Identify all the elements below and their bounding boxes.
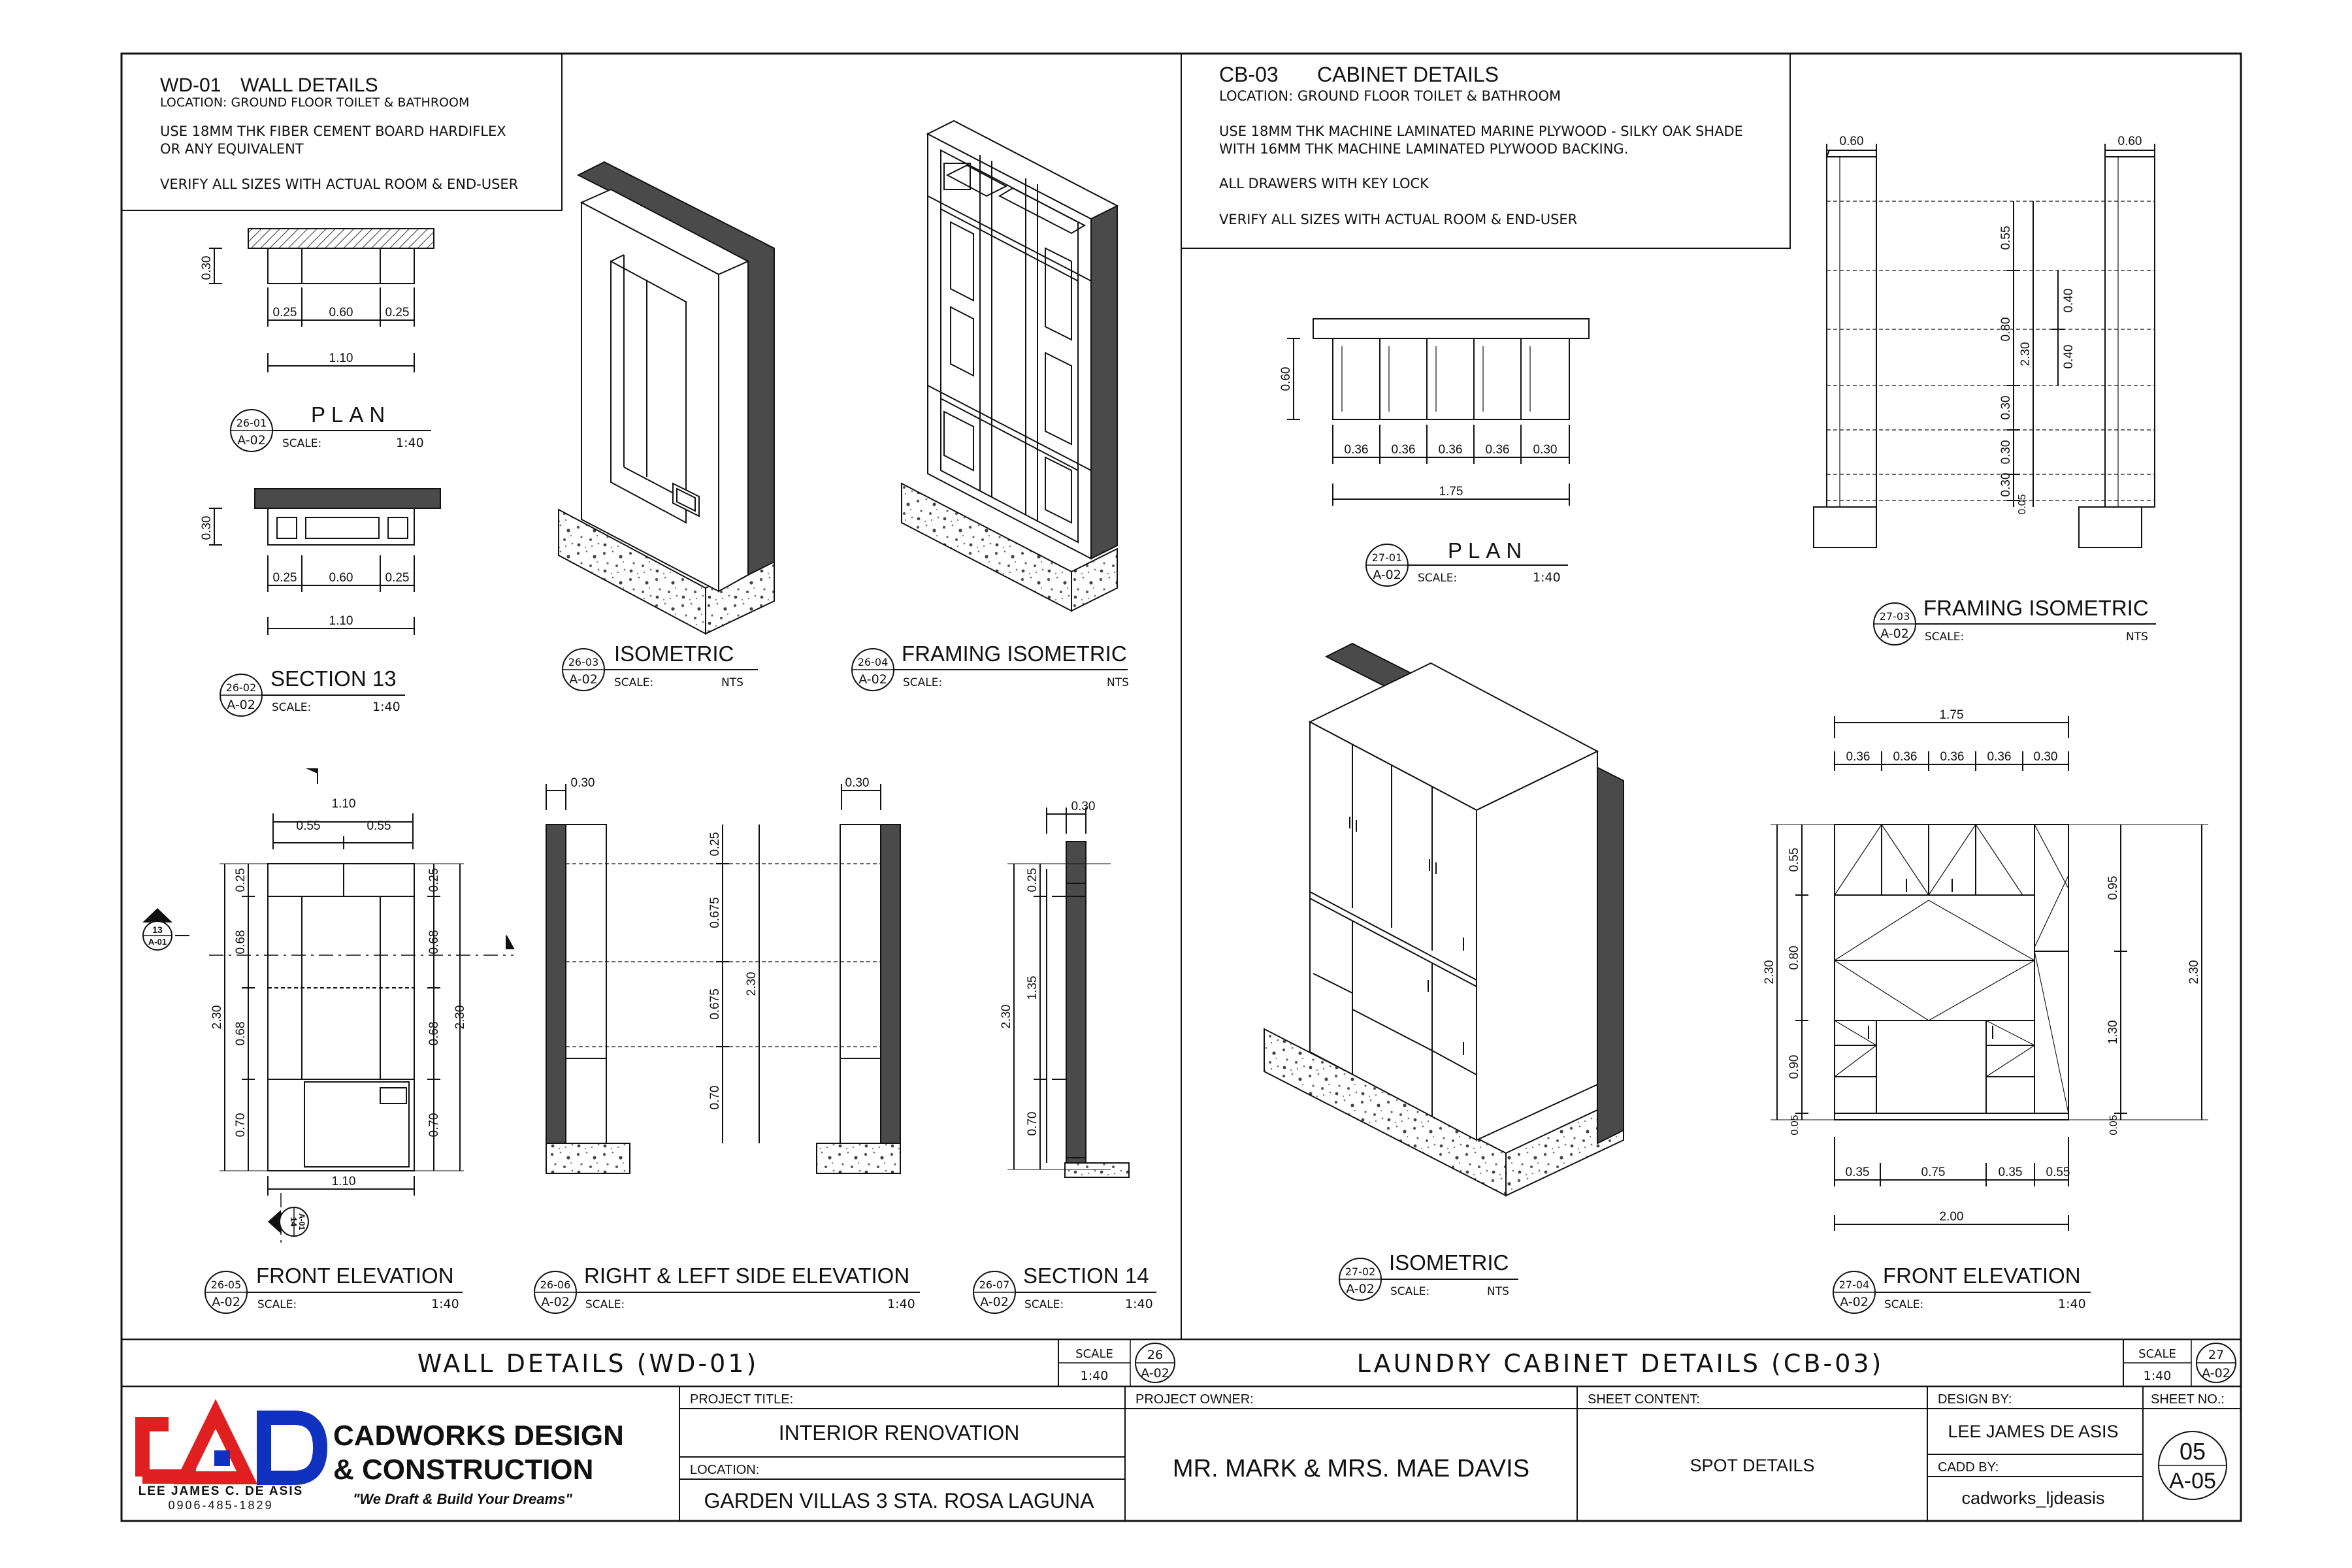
- location-value: GARDEN VILLAS 3 STA. ROSA LAGUNA: [704, 1489, 1094, 1512]
- label-wd-framing-scale: NTS: [1107, 676, 1129, 689]
- wall-notes-note3: VERIFY ALL SIZES WITH ACTUAL ROOM & END-USER: [160, 176, 519, 192]
- logo-name: LEE JAMES C. DE ASIS: [138, 1484, 304, 1498]
- cb-plan-dim-036b: 0.36: [1391, 443, 1416, 457]
- cb-front-dim-090: 0.90: [1788, 1054, 1801, 1079]
- section-marker-14-num: 14: [289, 1217, 299, 1227]
- cabinet-notes-note3: ALL DRAWERS WITH KEY LOCK: [1219, 176, 1429, 191]
- cb-frame-dim-040a: 0.40: [2062, 288, 2076, 313]
- label-wd-front-scale: 1:40: [431, 1297, 459, 1311]
- title-bar-left-sheet: A-02: [1141, 1366, 1169, 1380]
- cb-plan-dim-036a: 0.36: [1344, 443, 1369, 457]
- wd-front-dim-025-r: 0.25: [427, 868, 441, 892]
- wd-front-dim-068a-l: 0.68: [234, 930, 248, 955]
- wd-front-dim-068a-r: 0.68: [427, 930, 441, 955]
- location-label: LOCATION:: [690, 1463, 760, 1477]
- label-cb-iso-scale-label: SCALE:: [1390, 1285, 1430, 1298]
- wd-side-dim-025: 0.25: [708, 832, 722, 857]
- wd-plan-dim-110: 1.10: [329, 351, 353, 365]
- label-cb-iso-title: ISOMETRIC: [1389, 1250, 1509, 1275]
- wd-side-dim-0675a: 0.675: [708, 897, 722, 928]
- wall-notes-note1: USE 18MM THK FIBER CEMENT BOARD HARDIFLEX: [160, 123, 506, 139]
- label-wd-front-scale-label: SCALE:: [257, 1298, 297, 1311]
- wd-sec13-dim-025a: 0.25: [272, 571, 297, 585]
- wall-notes-note2: OR ANY EQUIVALENT: [160, 141, 304, 157]
- label-cb-plan-scale-label: SCALE:: [1418, 572, 1458, 585]
- wd-front-dim-070-l: 0.70: [234, 1113, 248, 1137]
- label-wd-sec13-title: SECTION 13: [270, 666, 397, 691]
- company-tagline: "We Draft & Build Your Dreams": [353, 1491, 572, 1507]
- label-wd-framing-num: 26-04: [857, 656, 889, 668]
- cb-framing-drawing: [1814, 144, 2155, 547]
- label-cb-front-scale-label: SCALE:: [1884, 1298, 1924, 1311]
- title-bar-right-text: LAUNDRY CABINET DETAILS (CB-03): [1356, 1349, 1884, 1378]
- wall-notes-title: WALL DETAILS: [240, 74, 378, 96]
- label-wd-iso: [563, 642, 758, 691]
- label-wd-iso-scale: NTS: [721, 676, 743, 689]
- label-wd-sec14-scale-label: SCALE:: [1024, 1298, 1064, 1311]
- label-wd-plan-sheet: A-02: [237, 433, 266, 448]
- label-cb-iso-sheet: A-02: [1346, 1282, 1375, 1296]
- wd-sec14-dim-030: 0.30: [1071, 800, 1096, 813]
- cabinet-notes-code: CB-03: [1219, 63, 1279, 86]
- label-wd-side: [534, 1264, 920, 1313]
- label-cb-plan-num: 27-01: [1371, 551, 1403, 564]
- label-wd-plan-scale: 1:40: [396, 436, 424, 450]
- label-wd-side-title: RIGHT & LEFT SIDE ELEVATION: [584, 1264, 910, 1288]
- label-cb-front-num: 27-04: [1838, 1279, 1870, 1291]
- cb-front-dim-036a: 0.36: [1846, 750, 1870, 764]
- title-bar-right-scale-label: SCALE: [2138, 1347, 2176, 1361]
- cb-front-dim-005-r: 0.05: [2108, 1115, 2119, 1135]
- label-cb-front-scale: 1:40: [2058, 1297, 2086, 1311]
- label-wd-plan: [231, 402, 431, 451]
- wd-front-dim-068b-l: 0.68: [234, 1021, 248, 1046]
- label-cb-iso-num: 27-02: [1345, 1266, 1376, 1278]
- label-wd-section13: [220, 666, 405, 716]
- wd-sec14-dim-230: 2.30: [1000, 1004, 1013, 1029]
- cb-frame-dim-030a: 0.30: [1999, 395, 2013, 420]
- label-wd-section14: [973, 1264, 1156, 1313]
- title-bar-left-scale: 1:40: [1080, 1369, 1109, 1383]
- wd-sec13-dim-110: 1.10: [329, 614, 353, 628]
- cb-front-dim-036c: 0.36: [1940, 750, 1965, 764]
- cb-front-dim-200: 2.00: [1939, 1210, 1964, 1224]
- label-wd-sec14-sheet: A-02: [980, 1295, 1009, 1309]
- cb-plan-dim-036c: 0.36: [1438, 443, 1463, 457]
- sheet-content-label: SHEET CONTENT:: [1588, 1392, 1700, 1407]
- section-marker-14: [268, 1207, 308, 1236]
- label-wd-sec13-scale: 1:40: [372, 700, 400, 714]
- cb-front-dim-175: 1.75: [1939, 708, 1964, 722]
- wall-notes-location: LOCATION: GROUND FLOOR TOILET & BATHROOM: [160, 95, 470, 110]
- project-title-label: PROJECT TITLE:: [690, 1392, 794, 1407]
- label-wd-side-scale-label: SCALE:: [585, 1298, 625, 1311]
- label-cb-front-sheet: A-02: [1840, 1295, 1869, 1309]
- label-cb-plan-sheet: A-02: [1373, 568, 1401, 582]
- label-wd-iso-title: ISOMETRIC: [614, 642, 734, 666]
- title-bar-left-text: WALL DETAILS (WD-01): [417, 1349, 759, 1378]
- cb-front-dim-080: 0.80: [1788, 945, 1801, 970]
- company-name-line1: CADWORKS DESIGN: [333, 1420, 624, 1452]
- cabinet-notes-note2: WITH 16MM THK MACHINE LAMINATED PLYWOOD BACKING.: [1219, 141, 1629, 157]
- cb-plan-drawing: [1287, 319, 1589, 506]
- section-marker-13-num: 13: [152, 924, 163, 935]
- cb-frame-dim-080: 0.80: [1999, 317, 2013, 342]
- sheet-code: A-05: [2169, 1469, 2216, 1494]
- cb-frame-dim-055: 0.55: [1999, 225, 2013, 250]
- cb-front-dim-130: 1.30: [2106, 1020, 2120, 1045]
- cb-front-dim-035a: 0.35: [1845, 1166, 1870, 1179]
- label-cb-front-title: FRONT ELEVATION: [1883, 1264, 2081, 1288]
- cb-frame-dim-030b: 0.30: [1999, 440, 2013, 465]
- label-wd-side-scale: 1:40: [887, 1297, 915, 1311]
- title-bar-right-sheet: A-02: [2202, 1366, 2230, 1380]
- title-bar-left-num: 26: [1147, 1348, 1164, 1362]
- wd-front-dim-230-l: 2.30: [210, 1005, 224, 1030]
- wall-notes-code: WD-01: [160, 74, 221, 96]
- cb-front-dim-075: 0.75: [1921, 1166, 1946, 1179]
- cb-front-dim-230-l: 2.30: [1763, 960, 1776, 985]
- cb-frame-dim-030c: 0.30: [1999, 472, 2013, 497]
- wd-sec13-dim-025b: 0.25: [385, 571, 410, 585]
- cb-isometric-drawing: [1264, 644, 1624, 1196]
- label-cb-framing-scale-label: SCALE:: [1925, 630, 1965, 644]
- label-wd-side-sheet: A-02: [541, 1295, 570, 1309]
- wd-front-dim-025-l: 0.25: [234, 868, 248, 892]
- label-cb-iso-scale: NTS: [1487, 1285, 1509, 1298]
- cb-front-elevation-drawing: [1771, 716, 2208, 1231]
- label-cb-plan: [1366, 538, 1568, 586]
- label-wd-iso-num: 26-03: [568, 656, 599, 668]
- title-bar-left: [417, 1339, 1175, 1386]
- label-cb-framing-scale: NTS: [2126, 630, 2148, 644]
- wd-sec14-dim-070: 0.70: [1026, 1111, 1039, 1136]
- label-wd-plan-num: 26-01: [236, 417, 267, 429]
- wall-notes-box: [122, 54, 562, 210]
- label-wd-framing-sheet: A-02: [858, 672, 887, 687]
- label-wd-front-title: FRONT ELEVATION: [256, 1264, 454, 1288]
- cb-frame-dim-060-r: 0.60: [2117, 135, 2142, 148]
- cb-front-dim-055-b: 0.55: [2046, 1166, 2070, 1179]
- cb-plan-dim-175: 1.75: [1439, 485, 1463, 498]
- design-by-value: LEE JAMES DE ASIS: [1948, 1422, 2119, 1441]
- wd-sec13-dim-030: 0.30: [200, 515, 214, 540]
- label-wd-sec14-title: SECTION 14: [1023, 1264, 1149, 1288]
- label-wd-framing-scale-label: SCALE:: [903, 676, 943, 689]
- cb-plan-dim-036d: 0.36: [1485, 443, 1510, 457]
- cadd-by-label: CADD BY:: [1938, 1460, 1999, 1475]
- wd-section13-drawing: [209, 489, 440, 635]
- wd-front-dim-110-top: 1.10: [331, 797, 356, 811]
- wd-side-dim-030-l: 0.30: [570, 776, 595, 790]
- label-wd-sec13-scale-label: SCALE:: [272, 701, 312, 714]
- label-cb-framing: [1874, 596, 2156, 645]
- wd-sec13-dim-060: 0.60: [329, 571, 353, 585]
- label-cb-framing-num: 27-03: [1879, 610, 1910, 623]
- wd-framing-isometric-drawing: [902, 121, 1117, 611]
- wd-side-dim-070: 0.70: [708, 1085, 722, 1110]
- title-bar-right-num: 27: [2208, 1348, 2225, 1362]
- label-wd-sec14-num: 26-07: [979, 1279, 1010, 1291]
- cabinet-notes-note4: VERIFY ALL SIZES WITH ACTUAL ROOM & END-USER: [1219, 212, 1578, 227]
- label-cb-framing-sheet: A-02: [1880, 627, 1909, 641]
- sheet-number: 05: [2179, 1438, 2206, 1465]
- wd-plan-dim-030: 0.30: [200, 255, 214, 280]
- wd-plan-drawing: [209, 229, 434, 372]
- cabinet-notes-title: CABINET DETAILS: [1317, 63, 1499, 86]
- cb-front-dim-036d: 0.36: [1987, 750, 2012, 764]
- label-wd-plan-title: PLAN: [311, 402, 391, 427]
- label-wd-front-num: 26-05: [210, 1279, 242, 1291]
- cb-plan-dim-060: 0.60: [1279, 367, 1293, 391]
- label-wd-framing-title: FRAMING ISOMETRIC: [902, 642, 1127, 666]
- wd-front-dim-055b: 0.55: [367, 819, 391, 833]
- cadd-by-value: cadworks_ljdeasis: [1961, 1488, 2105, 1508]
- wd-isometric-drawing: [559, 162, 774, 634]
- cb-frame-dim-005: 0.05: [2017, 494, 2028, 515]
- wd-side-elevation-drawing: [546, 784, 900, 1173]
- label-wd-iso-scale-label: SCALE:: [614, 676, 654, 689]
- wd-sec14-dim-135: 1.35: [1026, 975, 1039, 1000]
- wd-plan-dim-060: 0.60: [329, 306, 353, 319]
- label-wd-plan-scale-label: SCALE:: [282, 437, 322, 450]
- wd-plan-dim-025a: 0.25: [272, 306, 297, 319]
- sheet-content-value: SPOT DETAILS: [1690, 1456, 1815, 1475]
- cb-frame-dim-040b: 0.40: [2062, 344, 2076, 369]
- title-bar-right-scale: 1:40: [2143, 1369, 2172, 1383]
- wd-sec14-dim-025: 0.25: [1026, 868, 1039, 892]
- owner-value: MR. MARK & MRS. MAE DAVIS: [1172, 1455, 1530, 1482]
- logo-phone: 0906-485-1829: [168, 1499, 274, 1512]
- section-marker-14-sheet: A-01: [297, 1213, 306, 1231]
- label-wd-iso-sheet: A-02: [569, 672, 598, 687]
- project-title: INTERIOR RENOVATION: [778, 1421, 1020, 1445]
- cabinet-notes-box: [1181, 54, 1790, 248]
- wd-front-dim-068b-r: 0.68: [427, 1021, 441, 1046]
- label-wd-front: [205, 1264, 463, 1313]
- sheet-no-label: SHEET NO.:: [2151, 1392, 2225, 1407]
- wd-side-dim-230: 2.30: [745, 972, 759, 996]
- label-cb-front: [1833, 1264, 2091, 1313]
- title-bar-left-scale-label: SCALE: [1075, 1347, 1113, 1361]
- owner-label: PROJECT OWNER:: [1135, 1392, 1254, 1407]
- wd-front-dim-055a: 0.55: [296, 819, 321, 833]
- cb-front-dim-095: 0.95: [2106, 875, 2120, 900]
- label-wd-sec14-scale: 1:40: [1125, 1297, 1153, 1311]
- label-cb-plan-scale: 1:40: [1533, 570, 1561, 585]
- design-by-label: DESIGN BY:: [1938, 1392, 2012, 1407]
- cb-front-dim-055: 0.55: [1788, 847, 1801, 872]
- label-wd-side-num: 26-06: [540, 1279, 571, 1291]
- wd-front-dim-070-r: 0.70: [427, 1113, 441, 1137]
- wd-front-dim-110-bottom: 1.10: [331, 1175, 356, 1188]
- label-wd-sec13-sheet: A-02: [227, 698, 255, 712]
- wd-side-dim-0675b: 0.675: [708, 988, 722, 1020]
- cb-front-dim-035b: 0.35: [1998, 1166, 2023, 1179]
- label-cb-framing-title: FRAMING ISOMETRIC: [1923, 596, 2149, 620]
- wd-front-dim-230-r: 2.30: [453, 1005, 467, 1030]
- label-wd-sec13-num: 26-02: [225, 681, 257, 694]
- label-wd-framing: [852, 642, 1129, 691]
- title-bar-right: [1357, 1339, 2236, 1386]
- label-cb-iso: [1339, 1250, 1518, 1300]
- cb-frame-dim-060-l: 0.60: [1839, 135, 1864, 148]
- cb-front-dim-030: 0.30: [2033, 750, 2058, 764]
- wd-side-dim-030-r: 0.30: [845, 776, 870, 790]
- cb-frame-dim-230: 2.30: [2019, 342, 2033, 367]
- cb-front-dim-005-l: 0.05: [1789, 1115, 1801, 1135]
- section-marker-13-sheet: A-01: [148, 937, 167, 947]
- section-marker-13: [142, 908, 172, 950]
- wd-plan-dim-025b: 0.25: [385, 306, 410, 319]
- label-cb-plan-title: PLAN: [1448, 538, 1528, 563]
- label-wd-front-sheet: A-02: [212, 1295, 240, 1309]
- company-name-line2: & CONSTRUCTION: [333, 1454, 594, 1486]
- cb-plan-dim-030: 0.30: [1533, 443, 1558, 457]
- cb-front-dim-230-r: 2.30: [2187, 960, 2201, 985]
- cabinet-notes-note1: USE 18MM THK MACHINE LAMINATED MARINE PLYWOOD - SILKY OAK SHADE: [1219, 123, 1743, 139]
- cabinet-notes-location: LOCATION: GROUND FLOOR TOILET & BATHROOM: [1219, 88, 1561, 104]
- cb-front-dim-036b: 0.36: [1893, 750, 1918, 764]
